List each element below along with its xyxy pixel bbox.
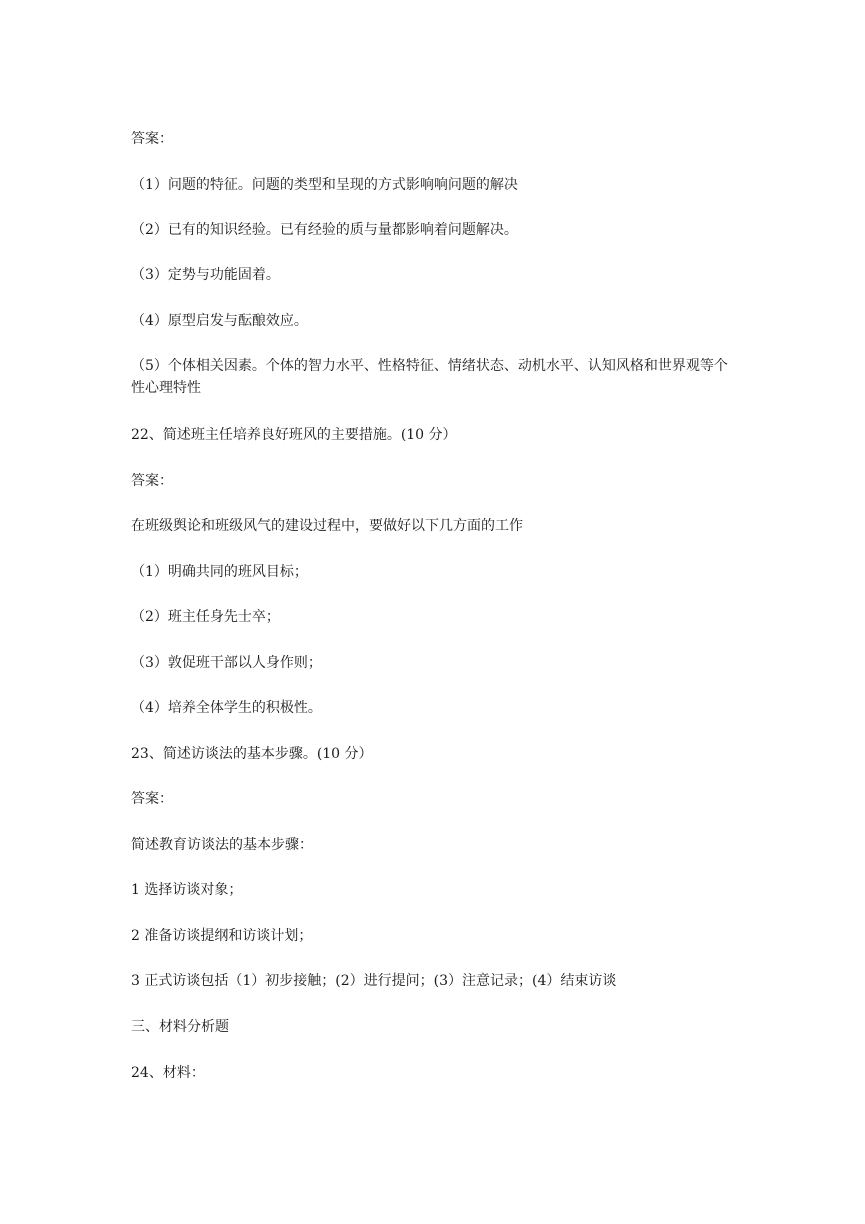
answer-item-3: （3）敦促班干部以人身作则；	[131, 655, 322, 671]
section-heading: 三、材料分析题	[131, 1019, 229, 1035]
question-23: 23、简述访谈法的基本步骤。(10 分）	[131, 746, 373, 762]
answer-intro: 简述教育访谈法的基本步骤：	[131, 837, 313, 853]
answer-item-1: （1）明确共同的班风目标；	[131, 564, 308, 580]
answer-item-4: （4）原型启发与酝酿效应。	[131, 313, 308, 329]
answer-item-4: （4）培养全体学生的积极性。	[131, 700, 322, 716]
answer-item-2: （2）已有的知识经验。已有经验的质与量都影响着问题解决。	[131, 222, 518, 238]
answer-item-2: （2）班主任身先士卒；	[131, 609, 280, 625]
question-22: 22、简述班主任培养良好班风的主要措施。(10 分）	[131, 427, 457, 443]
answer-intro: 在班级舆论和班级风气的建设过程中，要做好以下几方面的工作	[131, 518, 523, 534]
answer-item-5: （5）个体相关因素。个体的智力水平、性格特征、情绪状态、动机水平、认知风格和世界观等个性心理特性	[131, 358, 728, 396]
answer-item-3: （3）定势与功能固着。	[131, 267, 280, 283]
answer-label: 答案：	[131, 131, 173, 147]
answer-step-1: 1 选择访谈对象；	[131, 882, 243, 898]
answer-item-1: （1）问题的特征。问题的类型和呈现的方式影响响问题的解决	[131, 177, 518, 193]
answer-label: 答案：	[131, 473, 173, 489]
answer-step-3: 3 正式访谈包括（1）初步接触；(2）进行提问；(3）注意记录；(4）结束访谈	[131, 973, 617, 989]
answer-step-2: 2 准备访谈提纲和访谈计划；	[131, 928, 313, 944]
question-24: 24、材料：	[131, 1065, 205, 1081]
answer-label: 答案：	[131, 791, 173, 807]
